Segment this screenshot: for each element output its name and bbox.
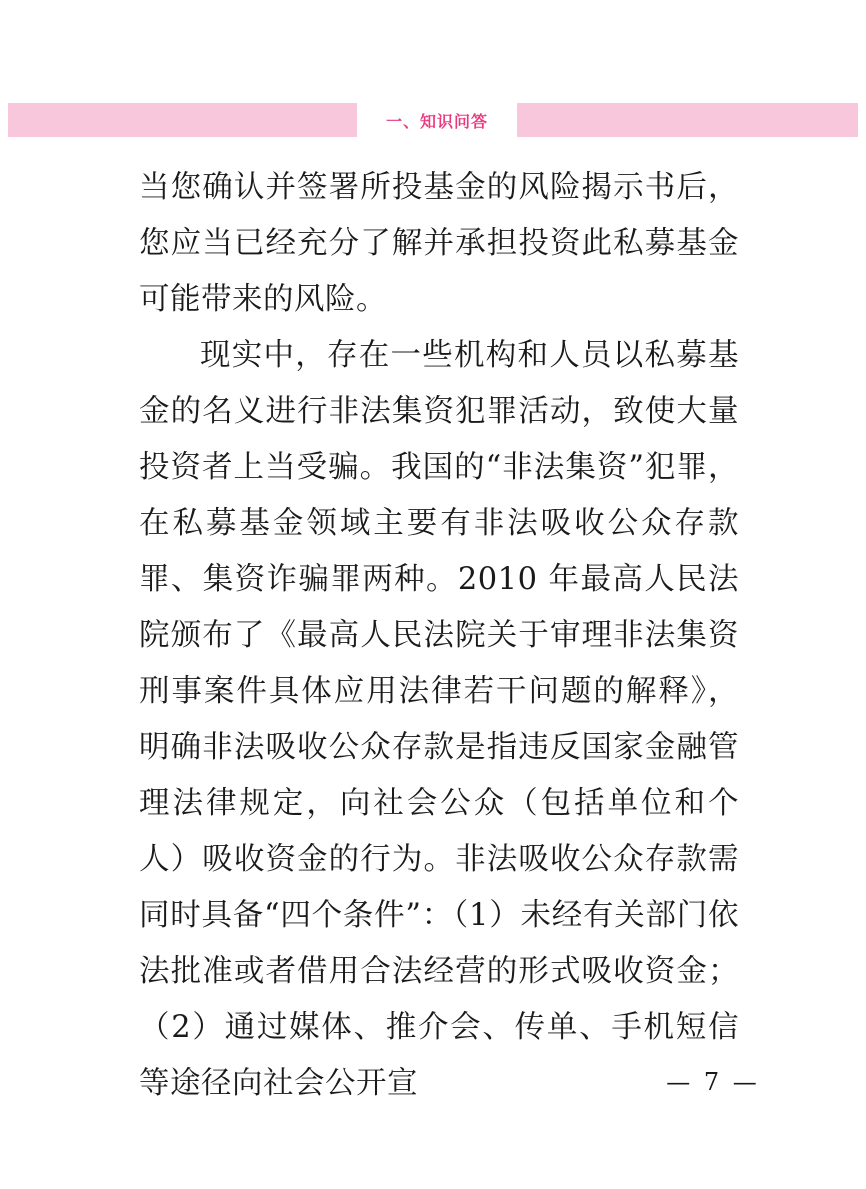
section-header [0, 103, 866, 137]
paragraph-1: 当您确认并签署所投基金的风险揭示书后，您应当已经充分了解并承担投资此私募基金可能带来的风险。 [139, 170, 739, 317]
page-number: — 7 — [666, 1068, 760, 1096]
paragraph-2: 现实中，存在一些机构和人员以私募基金的名义进行非法集资犯罪活动，致使大量投资者上当受骗。我国的“非法集资”犯罪，在私募基金领域主要有非法吸收公众存款罪、集资诈骗罪两种。2010 年最高人民法院颁布了《最高人民法院关于审理非法集资刑事案件具体应用法律若干问题的解释》，明确非法吸收公众存款是指违反国家金融管理法律规定，向社会公众（包括单位和个人）吸收资金的行为。非法吸收公众存款需同时具备“四个条件”：（1）未经有关部门依法批准或者借用合法经营的形式吸收资金；（2）通过媒体、推介会、传单、手机短信等途径向社会公开宣 [139, 338, 739, 1101]
page-footer [0, 1068, 866, 1096]
body-content [139, 160, 739, 1112]
header-title-container [357, 103, 517, 137]
page-title: 一、知识问答 [385, 111, 488, 131]
